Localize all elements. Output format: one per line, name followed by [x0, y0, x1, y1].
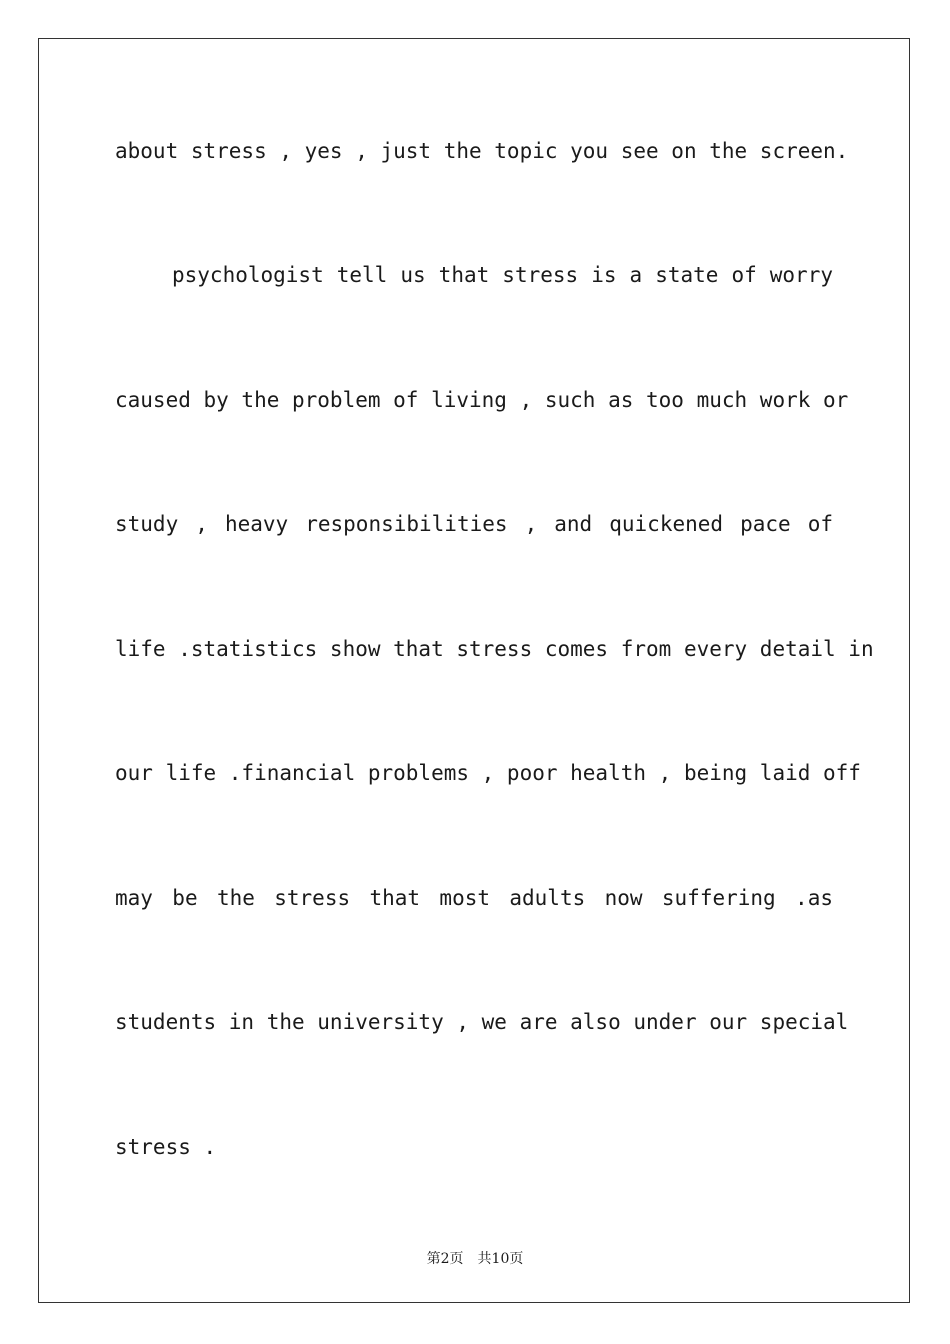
text-line-2: psychologist tell us that stress is a state of worry	[172, 263, 833, 287]
page-frame	[38, 38, 910, 1303]
text-line-8: students in the university , we are also under our special	[115, 1010, 849, 1034]
text-line-4: study , heavy responsibilities , and quickened pace of	[115, 512, 833, 536]
text-line-3: caused by the problem of living , such as too much work or	[115, 388, 849, 412]
text-line-5: life .statistics show that stress comes from every detail in	[115, 637, 874, 661]
page-footer	[0, 1248, 950, 1268]
total-pages: 共10页	[477, 1251, 524, 1267]
text-line-7: may be the stress that most adults now suffering .as	[115, 886, 833, 910]
text-line-6: our life .financial problems , poor health , being laid off	[115, 761, 861, 785]
text-line-9: stress .	[115, 1135, 217, 1159]
text-line-1: about stress , yes , just the topic you see on the screen.	[115, 139, 849, 163]
page-number: 第2页	[426, 1251, 464, 1267]
